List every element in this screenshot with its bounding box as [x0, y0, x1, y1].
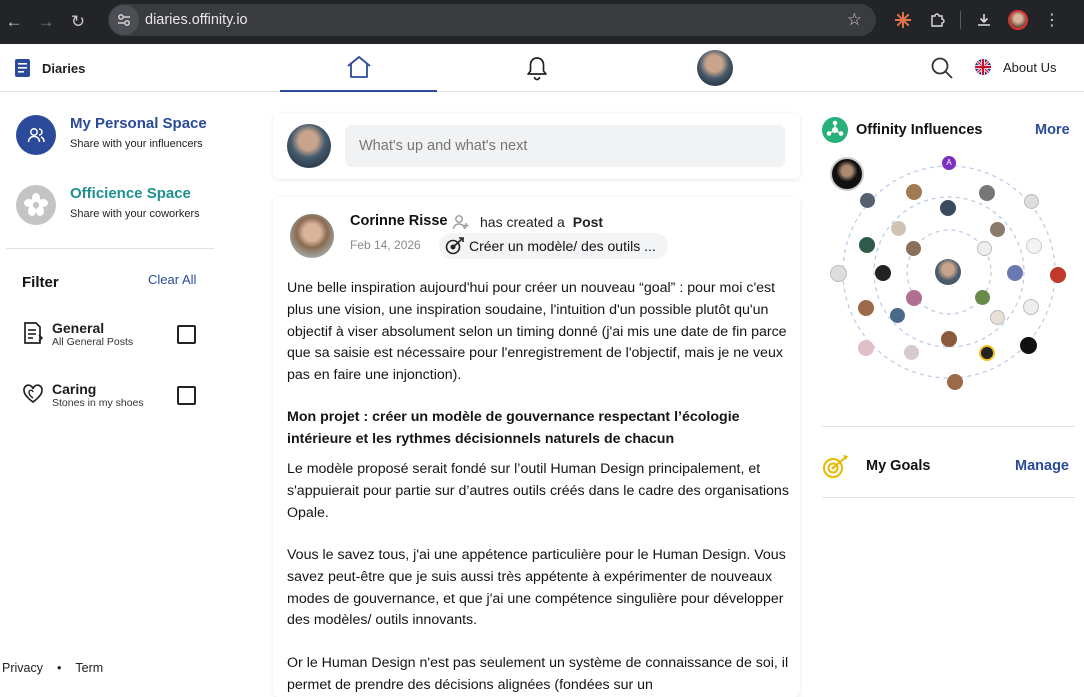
influencer-avatar[interactable] — [906, 290, 922, 306]
influencer-avatar[interactable] — [1050, 267, 1066, 283]
influencer-avatar[interactable] — [906, 184, 922, 200]
hearts-icon — [22, 382, 44, 406]
influencer-avatar-center[interactable] — [935, 259, 961, 285]
post-heading: Mon projet : créer un modèle de gouvernance respectant l’écologie intérieure et les rythmes décisionnels naturels de chacun — [287, 409, 740, 447]
forward-icon[interactable]: → — [37, 12, 55, 31]
brand[interactable] — [14, 58, 85, 78]
influences-header — [822, 117, 983, 143]
target-arrow-icon — [445, 236, 465, 256]
bookmark-star-icon[interactable]: ☆ — [846, 10, 862, 29]
filter-caring-title: Caring — [52, 381, 97, 397]
post-action-text: has created a — [480, 214, 565, 230]
uk-flag-icon — [975, 59, 991, 75]
post-object: Post — [572, 214, 604, 230]
download-icon[interactable] — [967, 6, 1001, 34]
influencer-avatar[interactable] — [990, 310, 1005, 325]
more-menu-icon[interactable]: ⋮ — [1044, 12, 1060, 29]
browser-toolbar — [0, 0, 1084, 44]
influencer-avatar[interactable] — [1024, 194, 1039, 209]
filter-general — [22, 321, 133, 348]
search-icon[interactable] — [930, 56, 954, 85]
influencer-avatar[interactable] — [860, 193, 875, 208]
goals-divider — [822, 497, 1075, 498]
goals-header — [822, 453, 930, 479]
post-date: Feb 14, 2026 — [350, 238, 421, 252]
goals-manage-link[interactable]: Manage — [1015, 458, 1069, 474]
document-icon — [22, 321, 44, 345]
influencer-avatar[interactable] — [906, 241, 921, 256]
filter-caring-checkbox[interactable] — [177, 386, 196, 405]
reload-icon[interactable]: ↻ — [70, 12, 86, 31]
personal-space-item[interactable] — [16, 115, 207, 155]
filter-general-subtitle: All General Posts — [52, 336, 134, 348]
url-text[interactable]: diaries.offinity.io — [145, 12, 248, 28]
offinity-logo-icon — [822, 117, 848, 143]
officience-space-item[interactable] — [16, 185, 200, 225]
influencer-avatar[interactable] — [940, 200, 956, 216]
goals-title: My Goals — [866, 458, 931, 474]
person-add-icon — [452, 213, 470, 231]
influencer-avatar[interactable] — [890, 308, 905, 323]
profile-avatar — [697, 50, 733, 86]
goal-chip-label: Créer un modèle/ des outils ... — [469, 238, 656, 254]
influencer-avatar[interactable] — [830, 157, 864, 191]
flower-logo-icon — [16, 185, 56, 225]
diary-book-icon — [14, 58, 33, 78]
influencer-avatar[interactable] — [1026, 238, 1042, 254]
tab-notifications[interactable] — [458, 44, 615, 92]
influences-title: Offinity Influences — [856, 122, 983, 138]
filter-heading: Filter — [22, 274, 59, 291]
bell-icon — [525, 55, 549, 81]
toolbar-separator — [960, 11, 961, 29]
footer-separator: • — [56, 661, 62, 675]
influencer-avatar[interactable] — [979, 185, 995, 201]
filter-caring-subtitle: Stones in my shoes — [52, 397, 144, 409]
profile-avatar-icon[interactable] — [1001, 6, 1035, 34]
brand-label: Diaries — [42, 60, 86, 76]
personal-space-title: My Personal Space — [70, 115, 207, 132]
people-icon — [16, 115, 56, 155]
footer-links — [2, 661, 103, 675]
influencer-avatar[interactable] — [859, 237, 875, 253]
right-divider — [822, 426, 1075, 427]
back-icon[interactable]: ← — [5, 12, 23, 31]
influences-more-link[interactable]: More — [1035, 122, 1070, 138]
term-link[interactable]: Term — [75, 661, 104, 675]
tab-home[interactable] — [280, 44, 437, 92]
post-paragraph-3: Vous le savez tous, j'ai une appétence particulière pour le Human Design. Vous savez peut-être que je suis aussi très appétente à expérimenter de nouveaux modes de gouvernance, et que j'ai une compétence singulière pour développer des modèles/ outils innovants. — [287, 547, 786, 629]
goal-target-icon — [822, 453, 852, 479]
home-icon — [346, 55, 372, 79]
officience-space-subtitle: Share with your coworkers — [70, 208, 200, 220]
post-author[interactable]: Corinne Risse — [350, 213, 448, 229]
influencer-avatar[interactable] — [979, 345, 995, 361]
composer-input[interactable] — [345, 125, 785, 167]
extensions-puzzle-icon[interactable] — [920, 6, 954, 34]
influencer-badge[interactable]: A — [942, 156, 956, 170]
influencer-avatar[interactable] — [1023, 299, 1039, 315]
post-paragraph-4: Or le Human Design n'est pas seulement un système de connaissance de soi, il permet de prendre des décisions alignées (fondées sur un — [287, 655, 789, 693]
extension-sun-icon[interactable] — [886, 6, 920, 34]
influencer-avatar[interactable] — [977, 241, 992, 256]
post-card — [273, 197, 800, 697]
sidebar-divider — [6, 248, 214, 249]
tab-profile[interactable] — [636, 44, 793, 92]
officience-space-title: Officience Space — [70, 185, 191, 202]
address-bar[interactable] — [108, 4, 876, 36]
influencer-avatar[interactable] — [941, 331, 957, 347]
influencer-avatar[interactable] — [1007, 265, 1023, 281]
about-us-link[interactable] — [975, 59, 1056, 75]
post-action — [480, 214, 603, 230]
filter-general-checkbox[interactable] — [177, 325, 196, 344]
influence-network-graph[interactable] — [822, 150, 1076, 400]
influencer-avatar[interactable] — [858, 340, 874, 356]
filter-caring — [22, 382, 144, 409]
post-composer — [273, 113, 800, 179]
author-avatar[interactable] — [290, 214, 334, 258]
goal-chip[interactable] — [439, 233, 668, 259]
site-settings-icon[interactable] — [109, 5, 139, 35]
app-header — [0, 44, 1084, 92]
influencer-avatar[interactable] — [990, 222, 1005, 237]
influencer-avatar[interactable] — [830, 265, 847, 282]
post-paragraph-1: Une belle inspiration aujourd'hui pour créer un nouveau “goal” : pour moi c'est plus une vision, une inspiration soudaine, l'intuition d'un possible plutôt qu'un objectif à viser absolument selon un timing donné (j'ai mis une date de fin parce que sa saisie est nécessaire pour l'enregistrement de l'objectif, mais je ne veux pas en faire une injonction). — [287, 280, 787, 384]
influencer-avatar[interactable] — [891, 221, 906, 236]
post-paragraph-2: Le modèle proposé serait fondé sur l’outil Human Design principalement, et s'appuierait pour partie sur d’autres outils créés dans le cadre des organisations Opale. — [287, 461, 789, 521]
personal-space-subtitle: Share with your influencers — [70, 138, 203, 150]
influencer-avatar[interactable] — [875, 265, 891, 281]
filter-general-title: General — [52, 320, 105, 336]
influencer-avatar[interactable] — [975, 290, 990, 305]
clear-all-link[interactable]: Clear All — [148, 272, 197, 287]
composer-avatar — [287, 124, 331, 168]
influencer-avatar[interactable] — [858, 300, 874, 316]
influencer-avatar[interactable] — [947, 374, 963, 390]
influencer-avatar[interactable] — [1020, 337, 1037, 354]
privacy-link[interactable]: Privacy — [2, 661, 43, 675]
about-us-label: About Us — [1003, 59, 1057, 75]
influencer-avatar[interactable] — [904, 345, 919, 360]
